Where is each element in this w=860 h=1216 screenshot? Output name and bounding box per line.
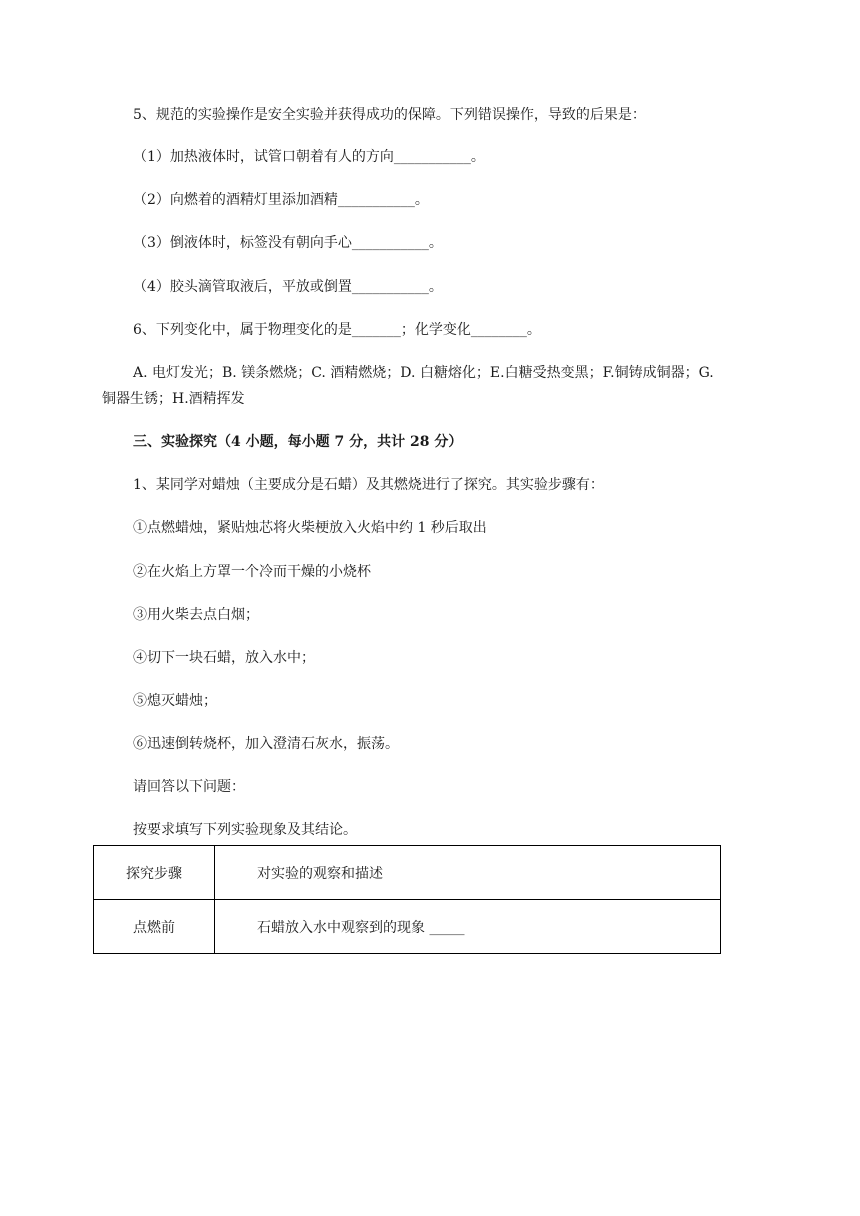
question-5-item-3: （3）倒液体时，标签没有朝向手心___________。 bbox=[133, 235, 443, 251]
step-4: ④切下一块石蜡，放入水中； bbox=[133, 650, 315, 666]
step-3: ③用火柴去点白烟； bbox=[133, 607, 259, 623]
question-6-options-line-1: A. 电灯发光；B. 镁条燃烧；C. 酒精燃烧；D. 白糖熔化；E.白糖受热变黑；F.铜铸成铜器；G. bbox=[133, 365, 714, 381]
step-5: ⑤熄灭蜡烛； bbox=[133, 693, 217, 709]
question-1-prompt: 请回答以下问题： bbox=[133, 779, 245, 795]
step-1: ①点燃蜡烛，紧贴烛芯将火柴梗放入火焰中约 1 秒后取出 bbox=[133, 520, 487, 536]
section-3-title: 三、实验探究（4 小题，每小题 7 分，共计 28 分） bbox=[133, 434, 463, 450]
table-header-row bbox=[94, 846, 721, 900]
question-5-item-1: （1）加热液体时，试管口朝着有人的方向___________。 bbox=[133, 149, 485, 165]
question-5-item-4: （4）胶头滴管取液后，平放或倒置___________。 bbox=[133, 279, 443, 295]
table-cell: 石蜡放入水中观察到的现象 _____ bbox=[215, 900, 721, 954]
question-5-item-2: （2）向燃着的酒精灯里添加酒精___________。 bbox=[133, 192, 429, 208]
question-6-options-line-2: 铜器生锈；H.酒精挥发 bbox=[102, 391, 245, 407]
table-cell: 点燃前 bbox=[94, 900, 215, 954]
step-2: ②在火焰上方罩一个冷而干燥的小烧杯 bbox=[133, 564, 371, 580]
question-6-stem: 6、下列变化中，属于物理变化的是_______；化学变化________。 bbox=[133, 322, 541, 338]
experiment-table bbox=[93, 845, 721, 954]
step-6: ⑥迅速倒转烧杯，加入澄清石灰水，振荡。 bbox=[133, 736, 399, 752]
table-row bbox=[94, 900, 721, 954]
question-5-stem: 5、规范的实验操作是安全实验并获得成功的保障。下列错误操作，导致的后果是： bbox=[133, 107, 646, 123]
table-header-cell: 探究步骤 bbox=[94, 846, 215, 900]
table-header-cell: 对实验的观察和描述 bbox=[215, 846, 721, 900]
question-1-instruction: 按要求填写下列实验现象及其结论。 bbox=[133, 822, 357, 838]
question-1-stem: 1、某同学对蜡烛（主要成分是石蜡）及其燃烧进行了探究。其实验步骤有： bbox=[133, 477, 604, 493]
